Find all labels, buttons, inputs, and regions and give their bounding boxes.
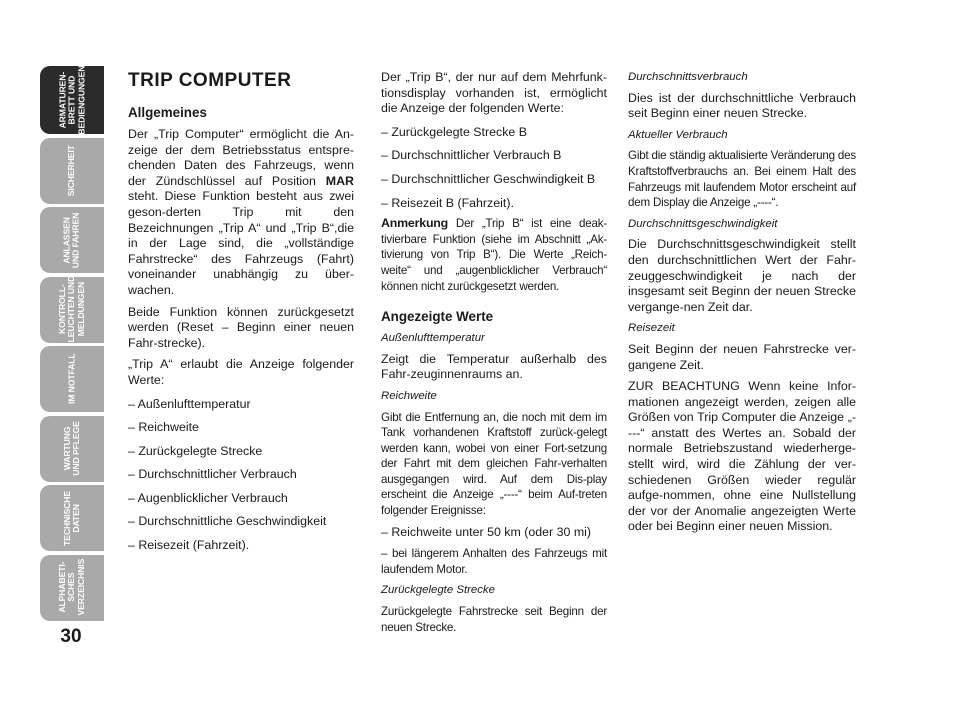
subheading: Aktueller Verbrauch: [628, 128, 728, 141]
list-item: – Außenlufttemperatur: [128, 396, 251, 411]
tab-anlassen[interactable]: [40, 207, 104, 273]
list-item: – Reisezeit B (Fahrzeit).: [381, 195, 514, 210]
column-1: [128, 70, 354, 562]
paragraph: Der „Trip B“, der nur auf dem Mehrfunk-tionsdisplay vorhanden ist, ermöglicht die Anzeige der folgenden Werte:: [381, 70, 607, 116]
paragraph: Seit Beginn der neuen Fahrstrecke ver-gangene Zeit.: [628, 341, 856, 372]
chapter-tab-bar: [40, 66, 104, 624]
paragraph: Beide Funktion können zurückgesetzt werden (Reset – Beginn einer neuen Fahr-strecke).: [128, 304, 354, 350]
paragraph: Zeigt die Temperatur außerhalb des Fahr-zeuginnenraums an.: [381, 351, 607, 382]
section-heading-allgemeines: Allgemeines: [128, 105, 207, 120]
text-run: Der „Trip Computer“ ermöglicht die An-zeige der dem Betriebsstatus entspre-chenden Daten des Fahrzeugs, wenn der Zündschlüssel auf Position: [128, 127, 354, 188]
tab-kontrollleuchten[interactable]: [40, 277, 104, 343]
tab-label: WARTUNG UND PFLEGE: [61, 421, 81, 476]
subheading: Reichweite: [381, 389, 437, 402]
subheading: Zurückgelegte Strecke: [381, 584, 495, 597]
list-item: – bei längerem Anhalten des Fahrzeugs mit laufendem Motor.: [381, 547, 607, 576]
note-paragraph: [381, 216, 607, 294]
list-item: – Augenblicklicher Verbrauch: [128, 490, 288, 505]
tab-armaturenbrett[interactable]: [40, 66, 104, 134]
list-item: – Reisezeit (Fahrzeit).: [128, 538, 250, 553]
paragraph: Zurückgelegte Fahrstrecke seit Beginn der neuen Strecke.: [381, 605, 607, 634]
column-2: [381, 70, 607, 641]
list-item: – Zurückgelegte Strecke: [128, 443, 263, 458]
paragraph: Gibt die Entfernung an, die noch mit dem im Tank vorhandenen Kraftstoff zurück-gelegt werden kann, wobei von einer Fort-setzung der Fahrt mit dem gleichen Fahr-verhalten ausgegangen wird. Auf dem Dis-play erscheint die Anzeige „----“ beim Auf-treten folgender Ereignisse:: [381, 410, 607, 518]
subheading: Reisezeit: [628, 322, 675, 335]
tab-wartung[interactable]: [40, 416, 104, 482]
text-run: steht. Diese Funktion besteht aus zwei geson-derten Trip mit den Bezeichnungen „Trip A“ und „Trip B“,die in der Lage sind, die „vollständige Fahrstrecke“ des Fahrzeugs (Fahrt) voneinander unabhängig zu über-wachen.: [128, 189, 354, 297]
column-3: [628, 70, 856, 541]
tab-label: SICHERHEIT: [66, 144, 77, 197]
tab-verzeichnis[interactable]: [40, 555, 104, 621]
list-item: – Reichweite unter 50 km (oder 30 mi): [381, 524, 592, 539]
subheading: Außenlufttemperatur: [381, 332, 485, 345]
paragraph: Dies ist der durchschnittliche Verbrauch seit Beginn einer neuen Strecke.: [628, 90, 856, 121]
note-label: Anmerkung: [381, 216, 449, 231]
list-item: – Durchschnittlicher Verbrauch B: [381, 148, 562, 163]
page-number: 30: [60, 626, 82, 647]
list-item: – Durchschnittliche Geschwindigkeit: [128, 514, 327, 529]
text-run: Der „Trip B“ ist eine deak-tivierbare Funktion (siehe im Abschnitt „Ak-tivierung von Trip B“). Die Werte „Reich-weite“ und „augenblicklicher Verbrauch“ können nicht zurückgesetzt werden.: [381, 217, 607, 293]
paragraph: „Trip A“ erlaubt die Anzeige folgender Werte:: [128, 357, 354, 387]
note-paragraph: ZUR BEACHTUNG Wenn keine Infor-mationen angezeigt werden, zeigen alle Größen von Trip Computer die Anzeige „----“ anstatt des Wertes an. Sobald der normale Betriebszustand wiederherge-stellt wird, wird die Zählung der ver-schiedenen Größen wieder regulär aufge-nommen, ohne eine Nullstellung der vor der Anomalie angezeigten Werte oder bei Beginn einer neuen Mission.: [628, 379, 856, 534]
list-item: – Durchschnittlicher Verbrauch: [128, 467, 297, 482]
tab-label: ANLASSEN UND FAHREN: [61, 212, 81, 268]
tab-label: IM NOTFALL: [66, 353, 77, 405]
tab-label: ARMATUREN- BRETT UND BEDIENGUNGEN: [56, 66, 86, 134]
paragraph: Gibt die ständig aktualisierte Veränderung des Kraftstoffverbrauchs an. Bei einem Halt des Fahrzeugs mit laufendem Motor erscheint auf dem Display die Anzeige „----“.: [628, 149, 856, 210]
subheading: Durchschnittsgeschwindigkeit: [628, 217, 778, 230]
paragraph: Die Durchschnittsgeschwindigkeit stellt den durchschnittlichen Wert der Fahr-zeuggeschwindigkeit je nach der insgesamt seit Beginn der neuen Strecke vergange-nen Zeit dar.: [628, 237, 856, 314]
paragraph: [128, 127, 354, 299]
list-item: – Reichweite: [128, 420, 199, 435]
subheading: Durchschnittsverbrauch: [628, 71, 748, 83]
tab-technische-daten[interactable]: [40, 485, 104, 551]
list-item: – Durchschnittlicher Geschwindigkeit B: [381, 171, 596, 186]
tab-label: KONTROLL- LEUCHTEN UND MELDUNGEN: [56, 276, 86, 343]
tab-im-notfall[interactable]: [40, 346, 104, 412]
list-item: – Zurückgelegte Strecke B: [381, 124, 528, 139]
page-title: TRIP COMPUTER: [128, 70, 292, 91]
section-heading-angezeigte-werte: Angezeigte Werte: [381, 309, 494, 325]
tab-sicherheit[interactable]: [40, 138, 104, 204]
tab-label: TECHNISCHE DATEN: [61, 490, 81, 546]
key-position-label: MAR: [325, 173, 354, 188]
tab-label: ALPHABETI- SCHES VERZEICHNIS: [56, 559, 86, 616]
